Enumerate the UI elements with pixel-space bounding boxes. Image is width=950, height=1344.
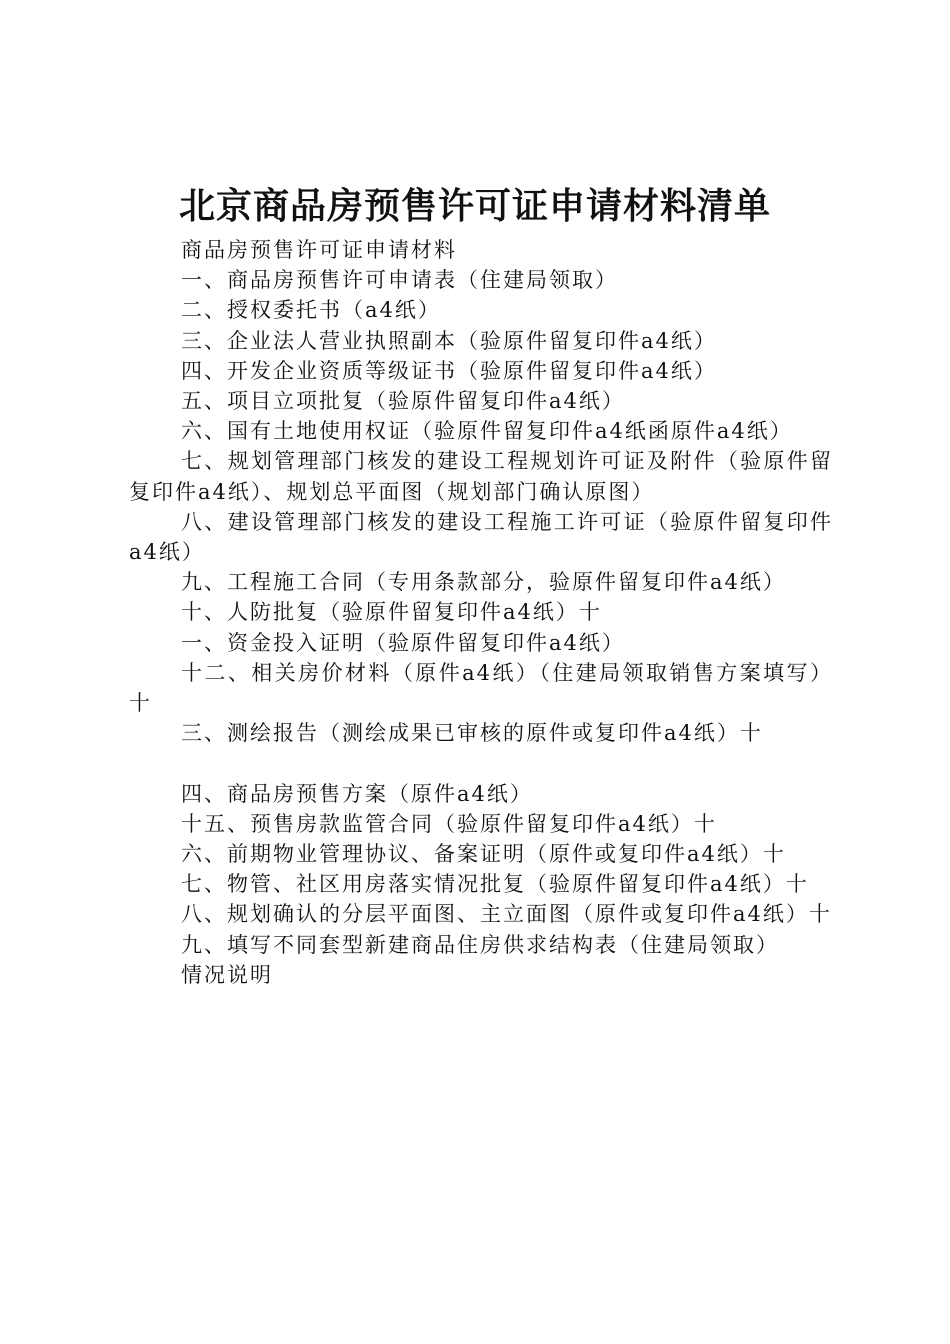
paragraph-item-10: 十、人防批复（验原件留复印件a4纸）十 (181, 600, 602, 625)
paragraph-item-17: 七、物管、社区用房落实情况批复（验原件留复印件a4纸）十 (181, 872, 809, 897)
paragraph-item-7: 七、规划管理部门核发的建设工程规划许可证及附件（验原件留复印件a4纸）、规划总平面图（规划部门确认原图） (129, 449, 833, 504)
paragraph-item-16: 六、前期物业管理协议、备案证明（原件或复印件a4纸）十 (181, 842, 786, 867)
paragraph-closing: 情况说明 (181, 962, 273, 987)
paragraph-item-18: 八、规划确认的分层平面图、主立面图（原件或复印件a4纸）十 (181, 902, 832, 927)
blank-line (129, 748, 833, 778)
document-title: 北京商品房预售许可证申请材料清单 (178, 186, 771, 227)
paragraph-item-9: 九、工程施工合同（专用条款部分，验原件留复印件a4纸） (181, 570, 786, 595)
paragraph-item-19: 九、填写不同套型新建商品住房供求结构表（住建局领取） (181, 932, 779, 957)
paragraph-item-15: 十五、预售房款监管合同（验原件留复印件a4纸）十 (181, 811, 717, 836)
paragraph-item-3: 三、企业法人营业执照副本（验原件留复印件a4纸） (181, 328, 717, 353)
paragraph-intro: 商品房预售许可证申请材料 (181, 238, 457, 262)
paragraph-item-1: 一、商品房预售许可申请表（住建局领取） (181, 268, 618, 293)
document-body (129, 235, 833, 990)
paragraph-item-4: 四、开发企业资质等级证书（验原件留复印件a4纸） (181, 358, 717, 383)
paragraph-item-12: 十二、相关房价材料（原件a4纸）（住建局领取销售方案填写）十 (129, 660, 833, 716)
paragraph-item-14: 四、商品房预售方案（原件a4纸） (181, 781, 533, 806)
paragraph-item-5: 五、项目立项批复（验原件留复印件a4纸） (181, 389, 625, 414)
paragraph-item-11: 一、资金投入证明（验原件留复印件a4纸） (181, 630, 625, 655)
paragraph-item-13: 三、测绘报告（测绘成果已审核的原件或复印件a4纸）十 (181, 721, 763, 746)
paragraph-item-8: 八、建设管理部门核发的建设工程施工许可证（验原件留复印件a4纸） (129, 509, 833, 565)
paragraph-item-6: 六、国有土地使用权证（验原件留复印件a4纸函原件a4纸） (181, 419, 793, 444)
paragraph-item-2: 二、授权委托书（a4纸） (181, 298, 441, 323)
